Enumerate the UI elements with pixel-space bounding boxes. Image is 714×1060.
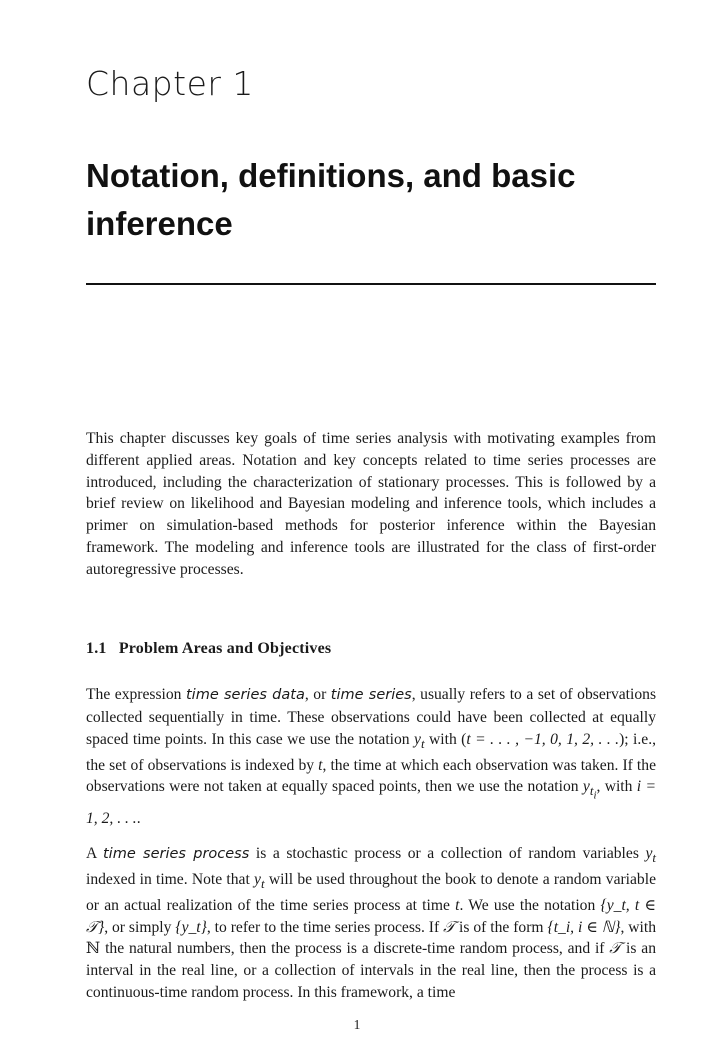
section-heading bbox=[86, 640, 331, 658]
paragraph-time-series-data: The expression time series data, or time series, usually refers to a set of observations collected sequentially in time. These observations could have been collected at equally spaced time points. In this case we use the notation $y_t$ with (t = . . . , −1, 0, 1, 2, . . .); i.e., the set of observations is indexed by t, the time at which each observation was taken. If the observations were not taken at equally spaced points, then we use the notation $y_{t_i}$, with i = 1, 2, . . .. bbox=[86, 686, 657, 827]
chapter-title: Notation, definitions, and basic inference bbox=[86, 157, 576, 242]
section-number: 1.1 bbox=[86, 640, 107, 657]
section-title: Problem Areas and Objectives bbox=[118, 640, 332, 657]
term-time-series-process: time series process bbox=[102, 846, 250, 862]
chapter-label: Chapter 1 bbox=[86, 64, 254, 103]
paragraph-time-series-process: A time series process is a stochastic process or a collection of random variables $y_t$ indexed in time. Note that $y_t$ will be used throughout the book to denote a random variable or an actual realization of the time series process at time t. We use the notation {y_t, t ∈ 𝒯}, or simply {y_t}, to refer to the time series process. If 𝒯 is of the form {t_i, i ∈ ℕ}, with ℕ the natural numbers, then the process is a discrete-time random process, and if 𝒯 is an interval in the real line, or a collection of intervals in the real line, then the process is a continuous-time random process. In this framework, a time bbox=[86, 845, 656, 1001]
term-time-series: time series bbox=[330, 687, 412, 703]
intro-paragraph: This chapter discusses key goals of time series analysis with motivating examples from different applied areas. Notation and key concepts related to time series processes are introduced, including the characterization of stationary processes. This is followed by a brief review on likelihood and Bayesian modeling and inference tools, which includes a primer on simulation-based methods for posterior inference within the Bayesian framework. The modeling and inference tools are illustrated for the class of first-order autoregressive processes. bbox=[86, 430, 656, 578]
term-time-series-data: time series data bbox=[186, 687, 305, 703]
title-rule bbox=[86, 283, 656, 285]
page-number: 1 bbox=[353, 1017, 361, 1032]
